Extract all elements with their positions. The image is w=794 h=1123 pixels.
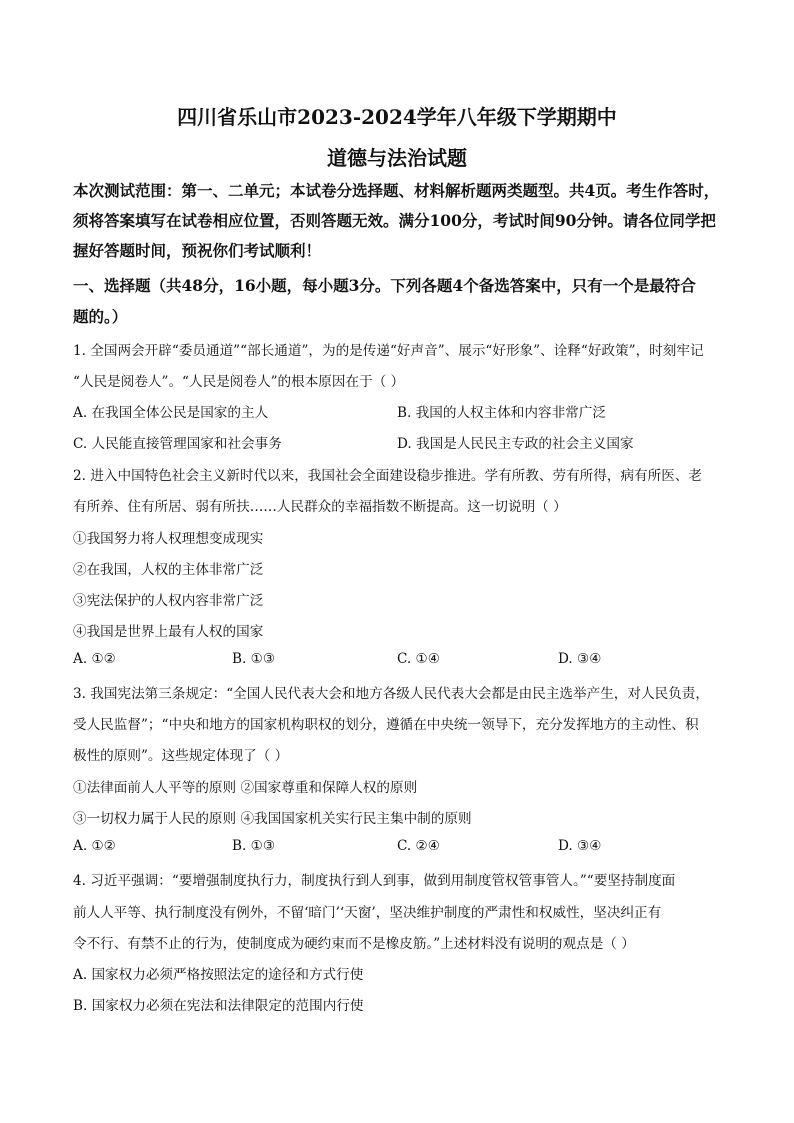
option-b: B. 我国的人权主体和内容非常广泛 [397,405,606,421]
option-b: B. ①③ [232,838,276,854]
option-a: A. 在我国全体公民是国家的主人 [73,405,269,421]
option-c: C. ①④ [397,651,440,667]
question-3-stem-cont: 受人民监督”；“中央和地方的国家机构职权的划分，遵循在中央统一领导下，充分发挥地方的主动性、积 [73,717,699,733]
statement-3: ③宪法保护的人权内容非常广泛 [73,593,264,609]
option-d: D. 我国是人民民主专政的社会主义国家 [397,436,634,452]
section-heading-cont: 题的。） [73,307,128,326]
question-1-stem-cont: “人民是阅卷人”。“人民是阅卷人”的根本原因在于（ ） [73,374,405,390]
option-d: D. ③④ [558,651,602,667]
statements-1-2: ①法律面前人人平等的原则 ②国家尊重和保障人权的原则 [73,780,418,796]
question-3-options [73,838,723,858]
question-4-stem-cont: 前人人平等、执行制度没有例外，不留‘暗门’‘天窗’，坚决维护制度的严肃性和权威性，坚决纠正有 [73,905,662,921]
question-2-stem-cont: 有所养、住有所居、弱有所扶……人民群众的幸福指数不断提高。这一切说明（ ） [73,499,567,515]
exam-instructions: 本次测试范围：第一、二单元；本试卷分选择题、材料解析题两类题型。共4页。考生作答时，须将答案填写在试卷相应位置，否则答题无效。满分100分，考试时间90分钟。请各位同学把握好答题时间，预祝你们考试顺利！ [73,181,720,260]
option-a: A. ①② [73,838,116,854]
question-1-stem: 1. 全国两会开辟“委员通道”“部长通道”，为的是传递“好声音”、展示“好形象”、诠释“好政策”，时刻牢记 [73,343,704,359]
statement-4: ④我国是世界上最有人权的国家 [73,624,264,640]
statement-1: ①我国努力将人权理想变成现实 [73,531,264,547]
question-2-stem: 2. 进入中国特色社会主义新时代以来，我国社会全面建设稳步推进。学有所教、劳有所得，病有所医、老 [73,468,703,484]
option-a: A. ①② [73,651,116,667]
statements-3-4: ③一切权力属于人民的原则 ④我国国家机关实行民主集中制的原则 [73,811,472,827]
question-1-options-row1 [73,401,723,421]
option-c: C. ②④ [397,838,440,854]
question-4-stem-cont2: 令不行、有禁不止的行为，使制度成为硬约束而不是橡皮筋。”上述材料没有说明的观点是（ ） [73,936,635,952]
option-d: D. ③④ [558,838,602,854]
question-3-stem: 3. 我国宪法第三条规定：“全国人民代表大会和地方各级人民代表大会都是由民主选举产生，对人民负责， [73,686,709,702]
option-b: B. ①③ [232,651,276,667]
option-a: A. 国家权力必须严格按照法定的途径和方式行使 [73,967,364,983]
question-4-stem: 4. 习近平强调：“要增强制度执行力，制度执行到人到事，做到用制度管权管事管人。”“要坚持制度面 [73,873,676,889]
exam-subtitle: 道德与法治试题 [327,146,467,170]
exam-title: 四川省乐山市2023-2024学年八年级下学期期中 [177,105,617,129]
option-b: B. 国家权力必须在宪法和法律限定的范围内行使 [73,998,364,1014]
question-2-options [73,651,723,671]
question-3-stem-cont2: 极性的原则”。这些规定体现了（ ） [73,748,289,764]
statement-2: ②在我国，人权的主体非常广泛 [73,562,264,578]
section-heading: 一、选择题（共48分，16小题，每小题3分。下列各题4个备选答案中，只有一个是最符合 [73,276,696,295]
option-c: C. 人民能直接管理国家和社会事务 [73,436,282,452]
question-1-options-row2 [73,432,723,452]
